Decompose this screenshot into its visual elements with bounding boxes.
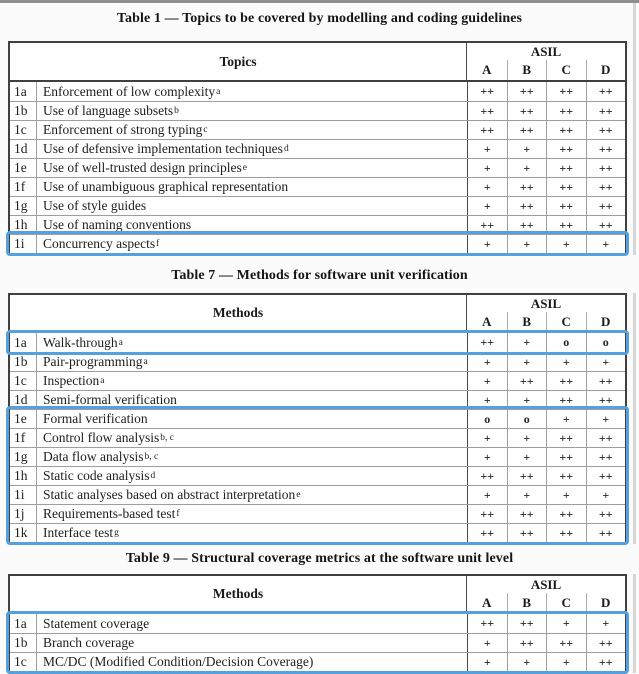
asil-c-value: ++ bbox=[546, 524, 586, 542]
table-row bbox=[10, 652, 625, 671]
row-id: 1f bbox=[14, 179, 26, 194]
row-id: 1d bbox=[14, 141, 28, 156]
row-label bbox=[36, 653, 467, 671]
asil-b-value: ++ bbox=[507, 216, 547, 234]
row-id: 1b bbox=[14, 635, 28, 650]
row-id: 1i bbox=[14, 236, 25, 251]
asil-b-value: + bbox=[507, 486, 547, 504]
asil-b-value: + bbox=[507, 235, 547, 253]
asil-a-value: + bbox=[467, 178, 507, 196]
asil-header-group bbox=[467, 43, 625, 80]
asil-c-value: + bbox=[546, 353, 586, 371]
asil-d-value: ++ bbox=[586, 429, 626, 447]
table-row bbox=[10, 409, 625, 428]
row-label bbox=[36, 353, 467, 371]
table-row bbox=[10, 447, 625, 466]
asil-d-value: + bbox=[586, 614, 626, 633]
footnote-ref: d bbox=[283, 144, 289, 154]
row-id: 1a bbox=[14, 83, 27, 99]
row-id: 1f bbox=[14, 430, 26, 445]
row-label bbox=[36, 372, 467, 390]
asil-d-value: ++ bbox=[586, 448, 626, 466]
asil-c-value: ++ bbox=[546, 121, 586, 139]
table-row bbox=[10, 196, 625, 215]
row-label-text: Enforcement of low complexity bbox=[43, 83, 216, 99]
asil-c-value: ++ bbox=[546, 505, 586, 523]
column-header-topics: Topics bbox=[10, 43, 467, 80]
asil-d-value: + bbox=[586, 410, 626, 428]
asil-a-value: ++ bbox=[467, 467, 507, 485]
row-label-text: Use of language subsets bbox=[43, 103, 174, 118]
table-row bbox=[10, 139, 625, 158]
page-edge-strip bbox=[633, 574, 636, 673]
row-label bbox=[36, 410, 467, 428]
table-body bbox=[10, 82, 625, 253]
column-header-methods: Methods bbox=[10, 576, 467, 612]
asil-level-b: B bbox=[507, 593, 547, 612]
table-row bbox=[10, 504, 625, 523]
table-row bbox=[10, 215, 625, 234]
asil-c-value: o bbox=[546, 333, 586, 352]
asil-d-value: ++ bbox=[586, 159, 626, 177]
row-label bbox=[36, 178, 467, 196]
asil-b-value: ++ bbox=[507, 505, 547, 523]
asil-b-value: o bbox=[507, 410, 547, 428]
asil-c-value: + bbox=[546, 653, 586, 671]
asil-b-value: + bbox=[507, 653, 547, 671]
asil-b-value: + bbox=[507, 391, 547, 409]
table-row bbox=[10, 466, 625, 485]
row-label bbox=[36, 216, 467, 234]
row-id: 1g bbox=[14, 198, 28, 213]
asil-d-value: + bbox=[586, 486, 626, 504]
asil-a-value: ++ bbox=[467, 524, 507, 542]
asil-b-value: ++ bbox=[507, 121, 547, 139]
row-id: 1b bbox=[14, 103, 28, 118]
row-label-text: Use of defensive implementation techniques bbox=[43, 141, 283, 156]
row-id: 1j bbox=[14, 506, 25, 521]
asil-a-value: ++ bbox=[467, 102, 507, 120]
row-label bbox=[36, 429, 467, 447]
row-label-text: Pair-programming bbox=[43, 354, 143, 369]
asil-a-value: + bbox=[467, 634, 507, 652]
asil-b-value: ++ bbox=[507, 467, 547, 485]
footnote-ref: b bbox=[174, 106, 179, 116]
asil-b-value: ++ bbox=[507, 197, 547, 215]
asil-a-value: + bbox=[467, 159, 507, 177]
table-row bbox=[10, 485, 625, 504]
asil-header-group bbox=[467, 295, 625, 331]
asil-b-value: + bbox=[507, 333, 547, 352]
table-row bbox=[10, 523, 625, 542]
asil-a-value: + bbox=[467, 429, 507, 447]
asil-b-value: + bbox=[507, 159, 547, 177]
asil-a-value: ++ bbox=[467, 121, 507, 139]
asil-d-value: o bbox=[586, 333, 626, 352]
asil-c-value: + bbox=[546, 614, 586, 633]
asil-d-value: ++ bbox=[586, 634, 626, 652]
table-7-title: Table 7 — Methods for software unit verification bbox=[171, 268, 468, 283]
asil-b-value: + bbox=[507, 448, 547, 466]
asil-b-value: ++ bbox=[507, 614, 547, 633]
asil-a-value: ++ bbox=[467, 505, 507, 523]
row-id: 1a bbox=[14, 334, 27, 350]
asil-a-value: ++ bbox=[467, 333, 507, 352]
table-row bbox=[10, 614, 625, 633]
table-row bbox=[10, 120, 625, 139]
asil-a-value: ++ bbox=[467, 82, 507, 101]
asil-a-value: + bbox=[467, 448, 507, 466]
asil-b-value: ++ bbox=[507, 524, 547, 542]
row-id: 1d bbox=[14, 392, 28, 407]
asil-c-value: ++ bbox=[546, 82, 586, 101]
table-9 bbox=[8, 574, 627, 673]
asil-c-value: + bbox=[546, 235, 586, 253]
asil-d-value: + bbox=[586, 235, 626, 253]
asil-level-b: B bbox=[507, 60, 547, 80]
row-id: 1h bbox=[14, 217, 28, 232]
asil-c-value: ++ bbox=[546, 178, 586, 196]
asil-level-d: D bbox=[586, 60, 626, 80]
asil-d-value: ++ bbox=[586, 140, 626, 158]
asil-c-value: ++ bbox=[546, 391, 586, 409]
table-header bbox=[10, 576, 625, 614]
asil-level-d: D bbox=[586, 593, 626, 612]
row-id: 1c bbox=[14, 654, 27, 669]
asil-d-value: ++ bbox=[586, 505, 626, 523]
asil-c-value: ++ bbox=[546, 429, 586, 447]
row-id: 1c bbox=[14, 122, 27, 137]
asil-c-value: ++ bbox=[546, 372, 586, 390]
row-id: 1c bbox=[14, 373, 27, 388]
footnote-ref: a bbox=[143, 357, 148, 367]
asil-level-c: C bbox=[546, 312, 586, 331]
footnote-ref: f bbox=[156, 239, 160, 249]
asil-b-value: + bbox=[507, 353, 547, 371]
footnote-ref: g bbox=[114, 528, 119, 538]
row-label bbox=[36, 235, 467, 253]
asil-d-value: ++ bbox=[586, 102, 626, 120]
asil-level-c: C bbox=[546, 60, 586, 80]
asil-a-value: + bbox=[467, 140, 507, 158]
footnote-ref: f bbox=[176, 509, 180, 519]
table-row bbox=[10, 101, 625, 120]
row-id: 1a bbox=[14, 615, 27, 631]
asil-level-headers bbox=[467, 593, 625, 612]
footnote-ref: e bbox=[242, 163, 247, 173]
row-label bbox=[36, 634, 467, 652]
row-label bbox=[36, 333, 467, 352]
table-row bbox=[10, 352, 625, 371]
asil-a-value: + bbox=[467, 372, 507, 390]
footnote-ref: c bbox=[203, 125, 208, 135]
asil-d-value: ++ bbox=[586, 121, 626, 139]
asil-c-value: + bbox=[546, 486, 586, 504]
row-label-text: Use of unambiguous graphical representation bbox=[43, 179, 289, 194]
table-row bbox=[10, 390, 625, 409]
asil-c-value: ++ bbox=[546, 448, 586, 466]
row-id: 1b bbox=[14, 354, 28, 369]
row-label-text: Requirements-based test bbox=[43, 506, 176, 521]
row-label-text: Static code analysis bbox=[43, 468, 150, 483]
row-label bbox=[36, 486, 467, 504]
asil-a-value: + bbox=[467, 353, 507, 371]
asil-d-value: ++ bbox=[586, 391, 626, 409]
table-row bbox=[10, 633, 625, 652]
asil-level-a: A bbox=[482, 594, 492, 610]
row-label-text: Concurrency aspects bbox=[43, 236, 156, 251]
asil-level-a: A bbox=[482, 313, 492, 329]
row-label bbox=[36, 448, 467, 466]
footnote-ref: e bbox=[296, 490, 301, 500]
footnote-ref: a bbox=[216, 86, 221, 97]
row-label-text: Use of naming conventions bbox=[43, 217, 192, 232]
row-id: 1g bbox=[14, 449, 28, 464]
asil-d-value: ++ bbox=[586, 178, 626, 196]
asil-header: ASIL bbox=[530, 295, 562, 311]
footnote-ref: a bbox=[118, 337, 123, 348]
row-label bbox=[36, 614, 467, 633]
row-label bbox=[36, 140, 467, 158]
table-row bbox=[10, 158, 625, 177]
asil-header: ASIL bbox=[530, 576, 562, 592]
asil-header-group bbox=[467, 576, 625, 612]
row-label-text: Enforcement of strong typing bbox=[43, 122, 203, 137]
row-label-text: Use of style guides bbox=[43, 198, 147, 213]
asil-a-value: + bbox=[467, 486, 507, 504]
asil-d-value: ++ bbox=[586, 372, 626, 390]
row-label bbox=[36, 159, 467, 177]
row-label-text: Use of well-trusted design principles bbox=[43, 160, 242, 175]
row-label-text: Static analyses based on abstract interpretation bbox=[43, 487, 296, 502]
asil-d-value: ++ bbox=[586, 467, 626, 485]
row-id: 1h bbox=[14, 468, 28, 483]
row-label bbox=[36, 102, 467, 120]
row-label-text: Branch coverage bbox=[43, 635, 135, 650]
asil-level-headers bbox=[467, 312, 625, 331]
row-id: 1k bbox=[14, 525, 28, 540]
table-row bbox=[10, 371, 625, 390]
asil-a-value: + bbox=[467, 653, 507, 671]
asil-b-value: ++ bbox=[507, 102, 547, 120]
row-id: 1e bbox=[14, 160, 27, 175]
table-row bbox=[10, 82, 625, 101]
asil-c-value: ++ bbox=[546, 197, 586, 215]
column-header-methods: Methods bbox=[10, 295, 467, 331]
asil-c-value: ++ bbox=[546, 216, 586, 234]
row-label-text: Formal verification bbox=[43, 411, 148, 426]
asil-b-value: + bbox=[507, 429, 547, 447]
asil-header: ASIL bbox=[530, 43, 562, 59]
table-header bbox=[10, 295, 625, 333]
row-label bbox=[36, 391, 467, 409]
row-label bbox=[36, 82, 467, 101]
row-label bbox=[36, 505, 467, 523]
asil-b-value: ++ bbox=[507, 178, 547, 196]
cropped-table-edge bbox=[0, 0, 639, 3]
table-row bbox=[10, 333, 625, 352]
row-label-text: Semi-formal verification bbox=[43, 392, 177, 407]
asil-b-value: ++ bbox=[507, 634, 547, 652]
table-1-title: Table 1 — Topics to be covered by modelling and coding guidelines bbox=[116, 11, 523, 26]
asil-a-value: + bbox=[467, 197, 507, 215]
asil-c-value: ++ bbox=[546, 159, 586, 177]
asil-level-b: B bbox=[507, 312, 547, 331]
footnote-ref: b, c bbox=[160, 433, 174, 443]
row-label bbox=[36, 524, 467, 542]
asil-d-value: ++ bbox=[586, 197, 626, 215]
asil-a-value: ++ bbox=[467, 614, 507, 633]
table-row bbox=[10, 177, 625, 196]
asil-c-value: + bbox=[546, 410, 586, 428]
table-header bbox=[10, 43, 625, 82]
asil-a-value: + bbox=[467, 235, 507, 253]
table-1 bbox=[8, 41, 627, 255]
asil-b-value: + bbox=[507, 140, 547, 158]
row-label-text: Interface test bbox=[43, 525, 114, 540]
row-id: 1e bbox=[14, 411, 27, 426]
asil-b-value: ++ bbox=[507, 82, 547, 101]
row-label bbox=[36, 197, 467, 215]
table-body bbox=[10, 333, 625, 542]
row-label-text: Control flow analysis bbox=[43, 430, 160, 445]
asil-c-value: ++ bbox=[546, 102, 586, 120]
asil-c-value: ++ bbox=[546, 634, 586, 652]
row-label bbox=[36, 121, 467, 139]
footnote-ref: a bbox=[100, 376, 105, 386]
row-label bbox=[36, 467, 467, 485]
row-label-text: Data flow analysis bbox=[43, 449, 144, 464]
page-edge-strip bbox=[633, 3, 636, 255]
table-9-title: Table 9 — Structural coverage metrics at the software unit level bbox=[125, 551, 514, 566]
row-id: 1i bbox=[14, 487, 25, 502]
asil-a-value: + bbox=[467, 391, 507, 409]
asil-b-value: ++ bbox=[507, 372, 547, 390]
asil-d-value: ++ bbox=[586, 216, 626, 234]
asil-c-value: ++ bbox=[546, 140, 586, 158]
row-label-text: MC/DC (Modified Condition/Decision Coverage) bbox=[43, 654, 314, 669]
asil-d-value: ++ bbox=[586, 524, 626, 542]
row-label-text: Statement coverage bbox=[43, 615, 150, 631]
table-7 bbox=[8, 293, 627, 544]
table-row bbox=[10, 234, 625, 253]
footnote-ref: d bbox=[150, 471, 156, 481]
asil-level-headers bbox=[467, 60, 625, 80]
table-row bbox=[10, 428, 625, 447]
asil-level-c: C bbox=[546, 593, 586, 612]
asil-d-value: ++ bbox=[586, 82, 626, 101]
asil-level-a: A bbox=[482, 62, 492, 77]
page-edge-strip bbox=[633, 293, 636, 544]
row-label-text: Walk-through bbox=[43, 334, 118, 350]
asil-a-value: ++ bbox=[467, 216, 507, 234]
asil-level-d: D bbox=[586, 312, 626, 331]
table-body bbox=[10, 614, 625, 671]
footnote-ref: b, c bbox=[144, 452, 159, 462]
asil-c-value: ++ bbox=[546, 467, 586, 485]
row-label-text: Inspection bbox=[43, 373, 100, 388]
asil-a-value: o bbox=[467, 410, 507, 428]
asil-d-value: ++ bbox=[586, 653, 626, 671]
asil-d-value: + bbox=[586, 353, 626, 371]
